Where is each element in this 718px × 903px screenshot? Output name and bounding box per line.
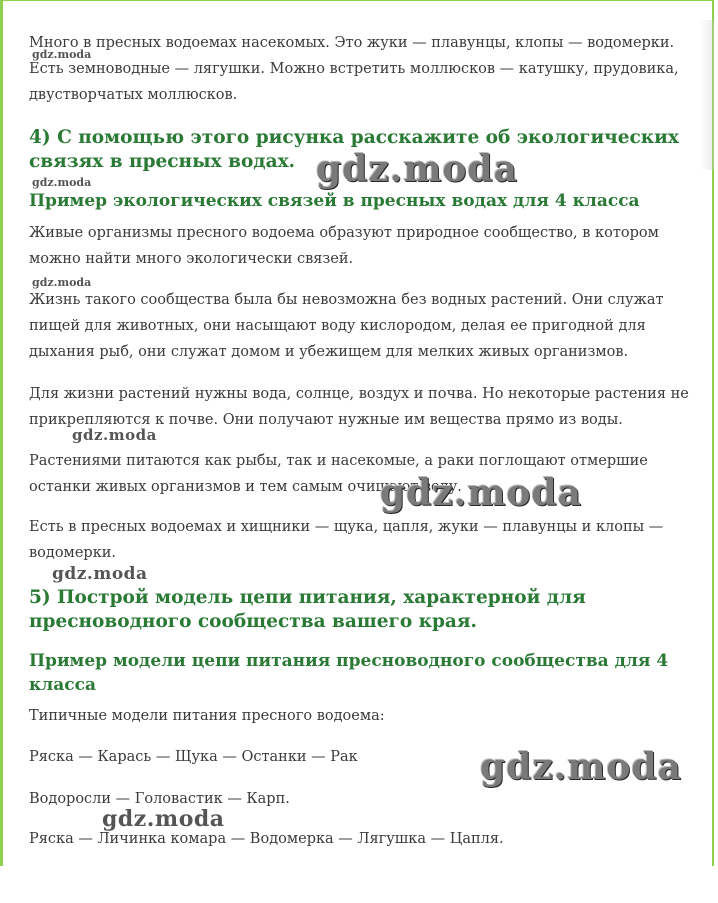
paragraph-plants-role: Жизнь такого сообщества была бы невозможна без водных растений. Они служат пищей для животных, они насыщают воду кислородом, делая ее пригодной для дыхания рыб, они служат домом и убежищем для мелких живых организмов.	[29, 292, 664, 360]
watermark-large: gdz.moda	[316, 148, 518, 190]
watermark-medium: gdz.moda	[52, 564, 148, 584]
watermark-medium: gdz.moda	[102, 806, 225, 832]
watermark-small: gdz.moda	[32, 276, 92, 289]
watermark-large: gdz.moda	[480, 746, 682, 788]
food-chain-2: Водоросли — Головастик — Карп.	[29, 791, 290, 807]
paragraph-feeding: Растениями питаются как рыбы, так и насекомые, а раки поглощают отмершие останки живых организмов и тем самым очищают воду.	[29, 453, 648, 495]
food-chain-1: Ряска — Карась — Щука — Останки — Рак	[29, 749, 358, 765]
watermark-small: gdz.moda	[32, 48, 92, 61]
question-4-heading: 4) С помощью этого рисунка расскажите об экологических связях в пресных водах.	[29, 127, 679, 172]
question-4-example-heading: Пример экологических связей в пресных водах для 4 класса	[29, 191, 640, 211]
watermark-large: gdz.moda	[380, 472, 582, 514]
watermark-medium: gdz.moda	[72, 426, 157, 444]
paragraph-community: Живые организмы пресного водоема образуют природное сообщество, в котором можно найти много экологически связей.	[29, 225, 659, 267]
paragraph-plants-needs: Для жизни растений нужны вода, солнце, воздух и почва. Но некоторые растения не прикрепляются к почве. Они получают нужные им вещества прямо из воды.	[29, 386, 689, 428]
paragraph-typical-models: Типичные модели питания пресного водоема:	[29, 708, 385, 724]
question-5-heading: 5) Построй модель цепи питания, характерной для пресноводного сообщества вашего края.	[29, 587, 586, 632]
question-5-example-heading: Пример модели цепи питания пресноводного сообщества для 4 класса	[29, 651, 669, 695]
paragraph-predators: Есть в пресных водоемах и хищники — щука, цапля, жуки — плавунцы и клопы — водомерки.	[29, 519, 664, 561]
paragraph-insects: Много в пресных водоемах насекомых. Это жуки — плавунцы, клопы — водомерки. Есть земноводные — лягушки. Можно встретить моллюсков — катушку, прудовика, двустворчатых моллюсков.	[29, 35, 679, 103]
food-chain-3: Ряска — Личинка комара — Водомерка — Лягушка — Цапля.	[29, 831, 504, 847]
right-edge-shade	[700, 20, 714, 170]
watermark-small: gdz.moda	[32, 176, 92, 189]
